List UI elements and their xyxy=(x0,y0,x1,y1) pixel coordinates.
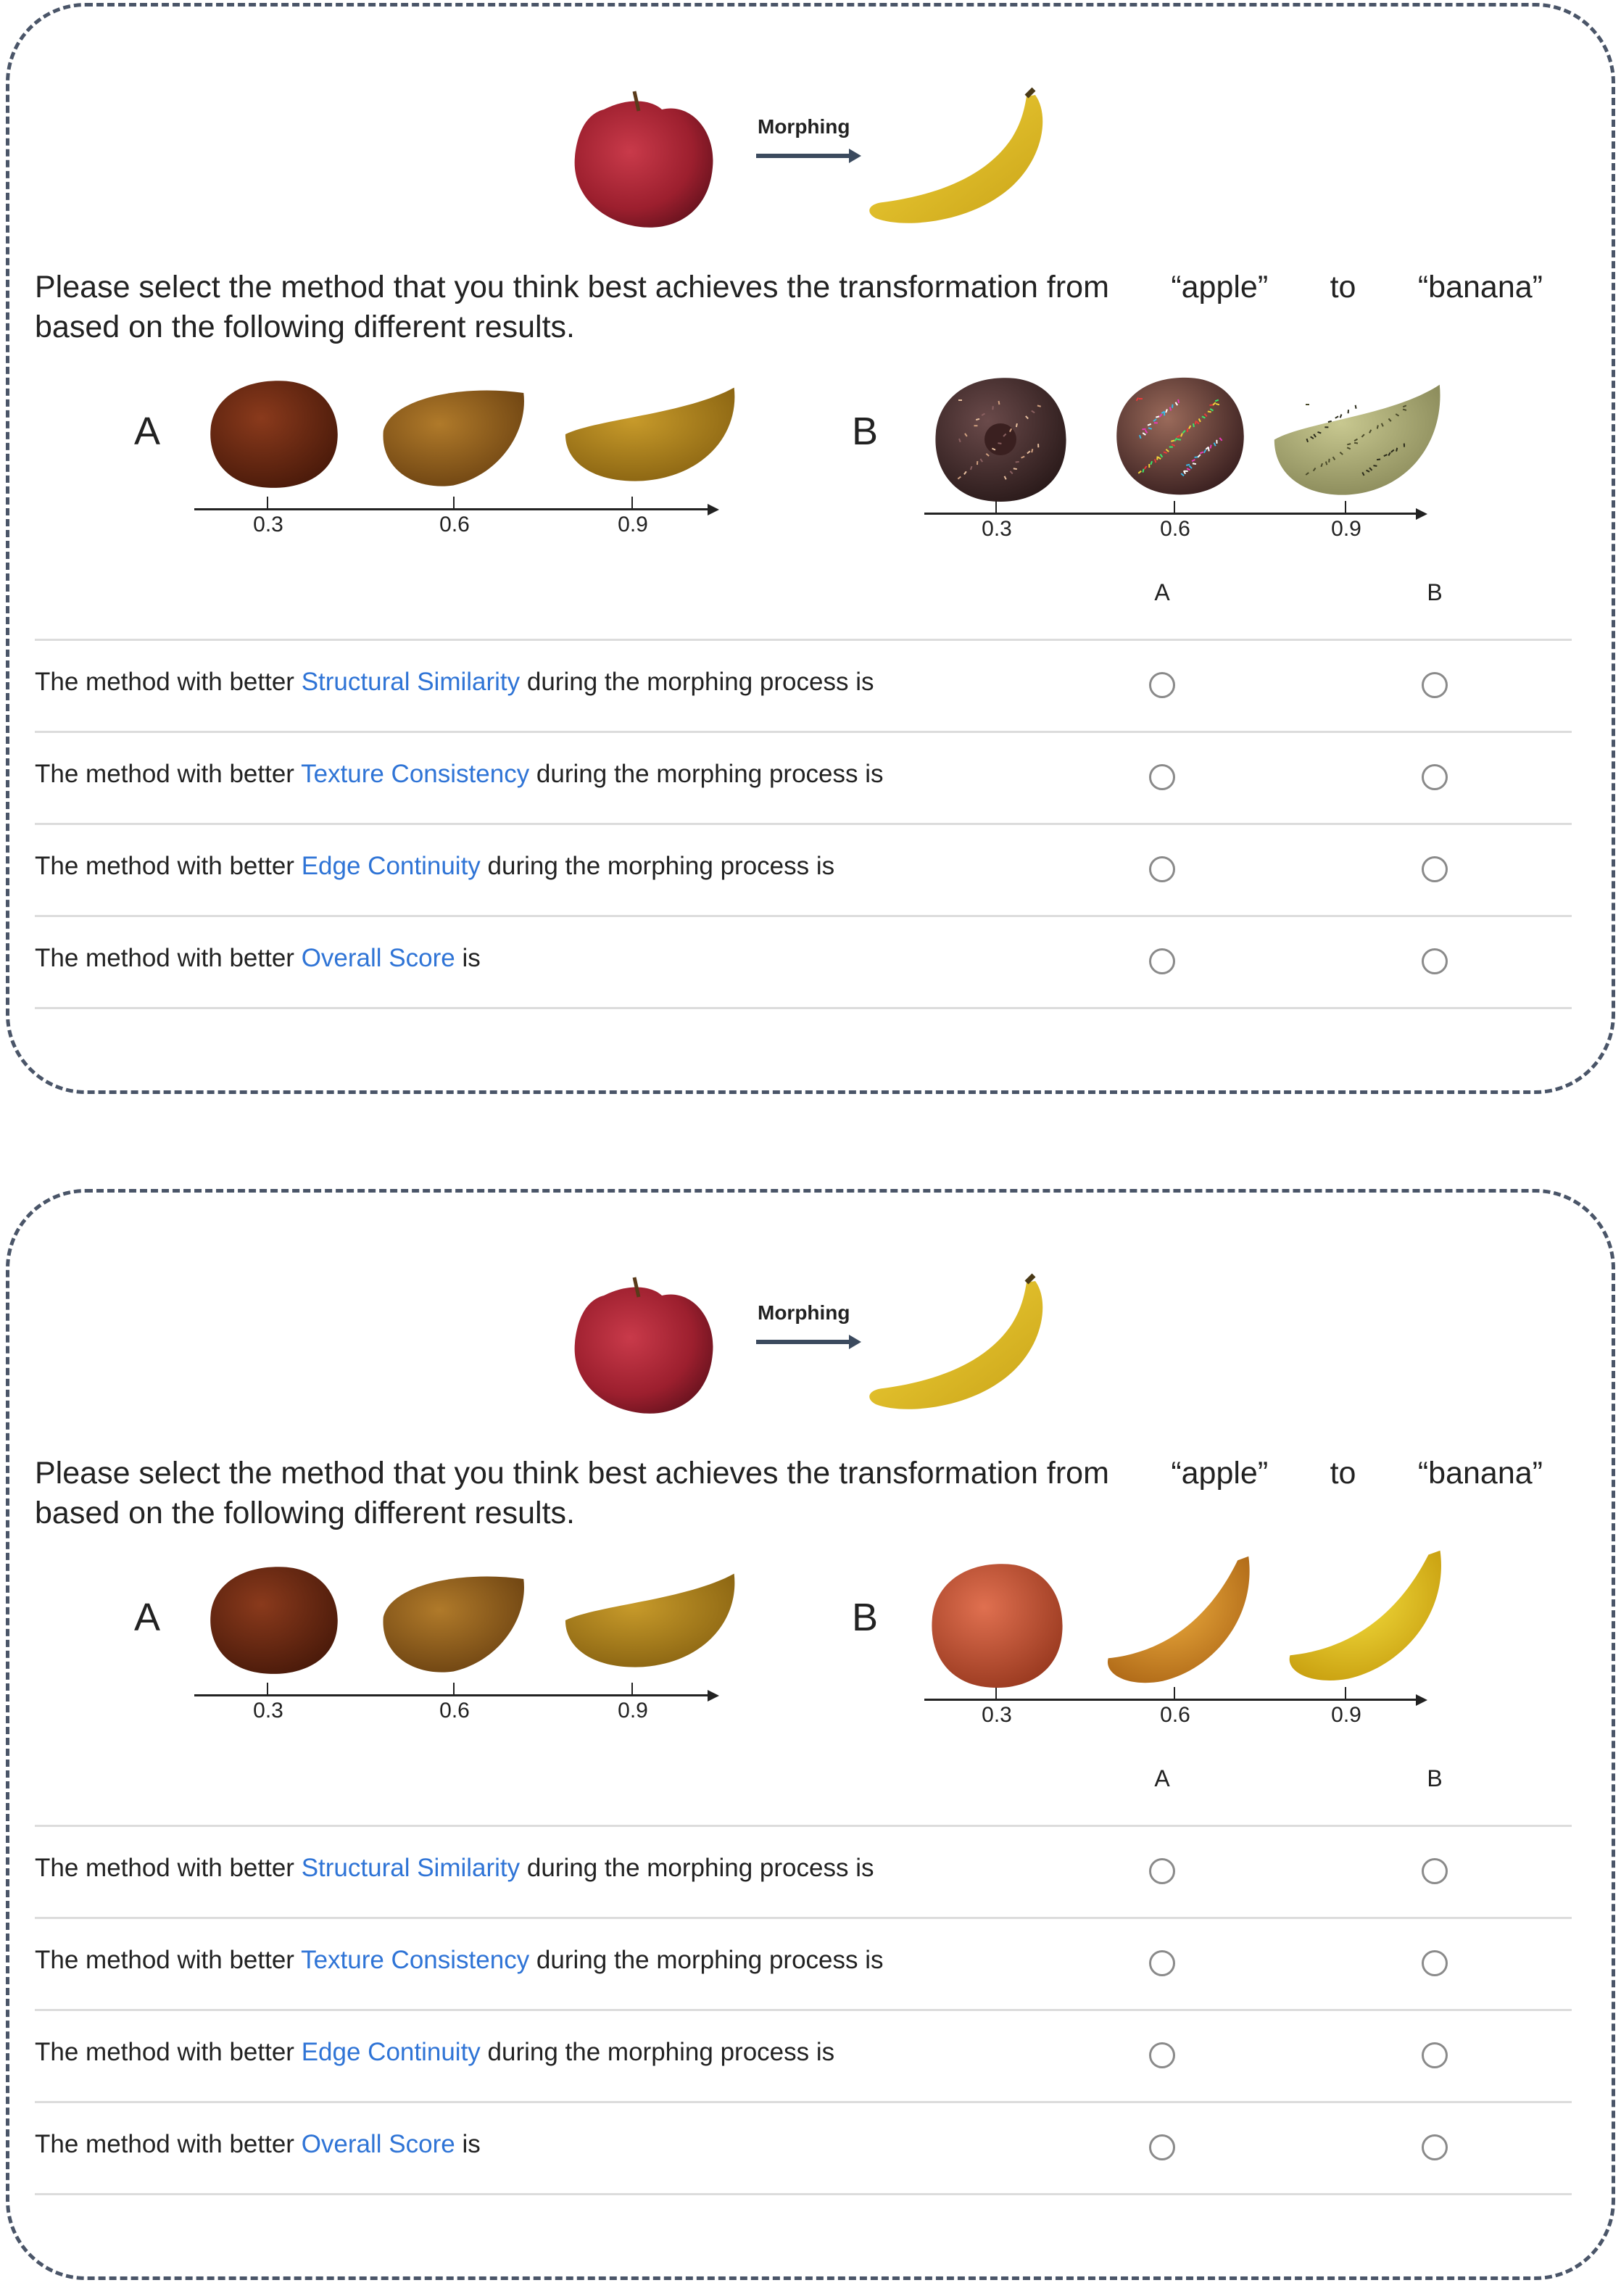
tick-label: 0.3 xyxy=(982,1703,1012,1727)
radio-option-b[interactable] xyxy=(1422,1950,1448,1976)
tick-label: 0.6 xyxy=(1160,517,1190,541)
radio-option-a[interactable] xyxy=(1149,1950,1175,1976)
metric-name: Edge Continuity xyxy=(301,852,481,880)
row-prefix: The method with better xyxy=(35,760,302,788)
method-a-frame-image xyxy=(376,382,531,491)
axis-tick xyxy=(267,1683,268,1694)
method-b-axis xyxy=(924,1699,1417,1701)
morph-label: Morphing xyxy=(758,1301,850,1324)
column-header-b: B xyxy=(1427,1765,1443,1791)
radio-option-b[interactable] xyxy=(1422,948,1448,974)
tick-label: 0.3 xyxy=(982,517,1012,541)
banana-image xyxy=(861,88,1053,233)
radio-option-b[interactable] xyxy=(1422,2134,1448,2160)
method-a-axis-arrow xyxy=(708,504,719,515)
row-suffix: during the morphing process is xyxy=(529,760,884,788)
radio-option-a[interactable] xyxy=(1149,1858,1175,1884)
metric-name: Edge Continuity xyxy=(301,2038,481,2066)
method-a-axis-arrow xyxy=(708,1690,719,1702)
tick-label: 0.6 xyxy=(439,1699,470,1723)
morph-label: Morphing xyxy=(758,115,850,138)
axis-tick xyxy=(1174,501,1175,513)
row-divider xyxy=(35,2101,1572,2103)
method-b-label: B xyxy=(852,410,879,453)
question-row-label xyxy=(35,760,884,789)
radio-option-a[interactable] xyxy=(1149,2042,1175,2068)
row-suffix: during the morphing process is xyxy=(520,1854,874,1882)
method-b-axis xyxy=(924,513,1417,515)
row-prefix: The method with better xyxy=(35,668,302,696)
row-suffix: during the morphing process is xyxy=(480,2038,835,2066)
row-divider xyxy=(35,639,1572,641)
question-row-label xyxy=(35,852,834,881)
column-header-b: B xyxy=(1427,579,1443,605)
row-prefix: The method with better xyxy=(35,1946,302,1974)
axis-tick xyxy=(1345,1687,1346,1699)
banana-image xyxy=(861,1274,1053,1419)
method-b-frame-image xyxy=(1100,1554,1256,1688)
question-text: Please select the method that you think best achieves the transformation from “apple” to “banana” based on the following different results. xyxy=(35,270,1543,344)
method-a-axis xyxy=(194,508,709,510)
row-suffix: is xyxy=(455,2130,481,2158)
row-divider xyxy=(35,2009,1572,2011)
method-b-frame-image xyxy=(1111,373,1249,500)
question-row-label xyxy=(35,1946,884,1975)
question-row-label xyxy=(35,2130,481,2159)
metric-name: Texture Consistency xyxy=(301,760,530,788)
method-b-label: B xyxy=(852,1596,879,1639)
radio-option-b[interactable] xyxy=(1422,764,1448,790)
row-suffix: during the morphing process is xyxy=(480,852,835,880)
radio-option-a[interactable] xyxy=(1149,856,1175,882)
radio-option-a[interactable] xyxy=(1149,672,1175,698)
tick-label: 0.6 xyxy=(439,513,470,536)
row-suffix: is xyxy=(455,944,481,972)
axis-tick xyxy=(631,497,633,508)
tick-label: 0.3 xyxy=(253,1699,283,1723)
metric-name: Structural Similarity xyxy=(301,668,521,696)
apple-image xyxy=(568,88,720,233)
tick-label: 0.3 xyxy=(253,513,283,536)
question-row-label xyxy=(35,1854,874,1883)
method-a-frame-image xyxy=(562,384,739,485)
tick-label: 0.9 xyxy=(618,1699,648,1723)
row-prefix: The method with better xyxy=(35,2038,302,2066)
question-text: Please select the method that you think best achieves the transformation from “apple” to “banana” based on the following different results. xyxy=(35,1456,1543,1530)
method-a-frame-image xyxy=(205,376,343,492)
radio-option-a[interactable] xyxy=(1149,948,1175,974)
method-a-label: A xyxy=(134,410,161,453)
radio-option-b[interactable] xyxy=(1422,672,1448,698)
method-a-frame-image xyxy=(562,1570,739,1671)
radio-option-b[interactable] xyxy=(1422,2042,1448,2068)
row-suffix: during the morphing process is xyxy=(529,1946,884,1974)
method-a-frame-image xyxy=(205,1562,343,1678)
row-divider xyxy=(35,915,1572,917)
row-divider xyxy=(35,1917,1572,1919)
apple-image xyxy=(568,1274,720,1419)
row-prefix: The method with better xyxy=(35,1854,302,1882)
radio-option-a[interactable] xyxy=(1149,2134,1175,2160)
question-row-label xyxy=(35,944,481,973)
axis-tick xyxy=(453,497,455,508)
method-a-frame-image xyxy=(376,1568,531,1677)
metric-name: Structural Similarity xyxy=(301,1854,521,1882)
metric-name: Overall Score xyxy=(301,2130,455,2158)
question-row-label xyxy=(35,668,874,697)
row-divider xyxy=(35,2193,1572,2195)
method-a-label: A xyxy=(134,1596,161,1639)
question-row-label xyxy=(35,2038,834,2067)
metric-name: Overall Score xyxy=(301,944,455,972)
method-b-frame-image xyxy=(1282,1548,1448,1686)
method-b-frame-image xyxy=(926,1559,1068,1693)
axis-tick xyxy=(453,1683,455,1694)
axis-tick xyxy=(631,1683,633,1694)
row-prefix: The method with better xyxy=(35,852,302,880)
tick-label: 0.9 xyxy=(1331,517,1361,541)
row-divider xyxy=(35,731,1572,733)
method-b-frame-image xyxy=(930,373,1071,507)
row-prefix: The method with better xyxy=(35,2130,302,2158)
column-header-a: A xyxy=(1154,1765,1170,1791)
column-header-a: A xyxy=(1154,579,1170,605)
radio-option-b[interactable] xyxy=(1422,1858,1448,1884)
tick-label: 0.9 xyxy=(618,513,648,536)
metric-name: Texture Consistency xyxy=(301,1946,530,1974)
morph-arrow-icon xyxy=(756,149,861,163)
method-b-axis-arrow xyxy=(1416,508,1427,520)
row-divider xyxy=(35,823,1572,825)
survey-panel xyxy=(6,3,1615,1094)
method-b-frame-image xyxy=(1271,380,1445,500)
axis-tick xyxy=(1345,501,1346,513)
row-suffix: during the morphing process is xyxy=(520,668,874,696)
method-b-axis-arrow xyxy=(1416,1694,1427,1706)
row-divider xyxy=(35,1825,1572,1827)
survey-panel xyxy=(6,1189,1615,2280)
radio-option-a[interactable] xyxy=(1149,764,1175,790)
row-prefix: The method with better xyxy=(35,944,302,972)
axis-tick xyxy=(267,497,268,508)
row-divider xyxy=(35,1007,1572,1009)
radio-option-b[interactable] xyxy=(1422,856,1448,882)
morph-arrow-icon xyxy=(756,1335,861,1349)
method-a-axis xyxy=(194,1694,709,1696)
tick-label: 0.9 xyxy=(1331,1703,1361,1727)
axis-tick xyxy=(1174,1687,1175,1699)
tick-label: 0.6 xyxy=(1160,1703,1190,1727)
